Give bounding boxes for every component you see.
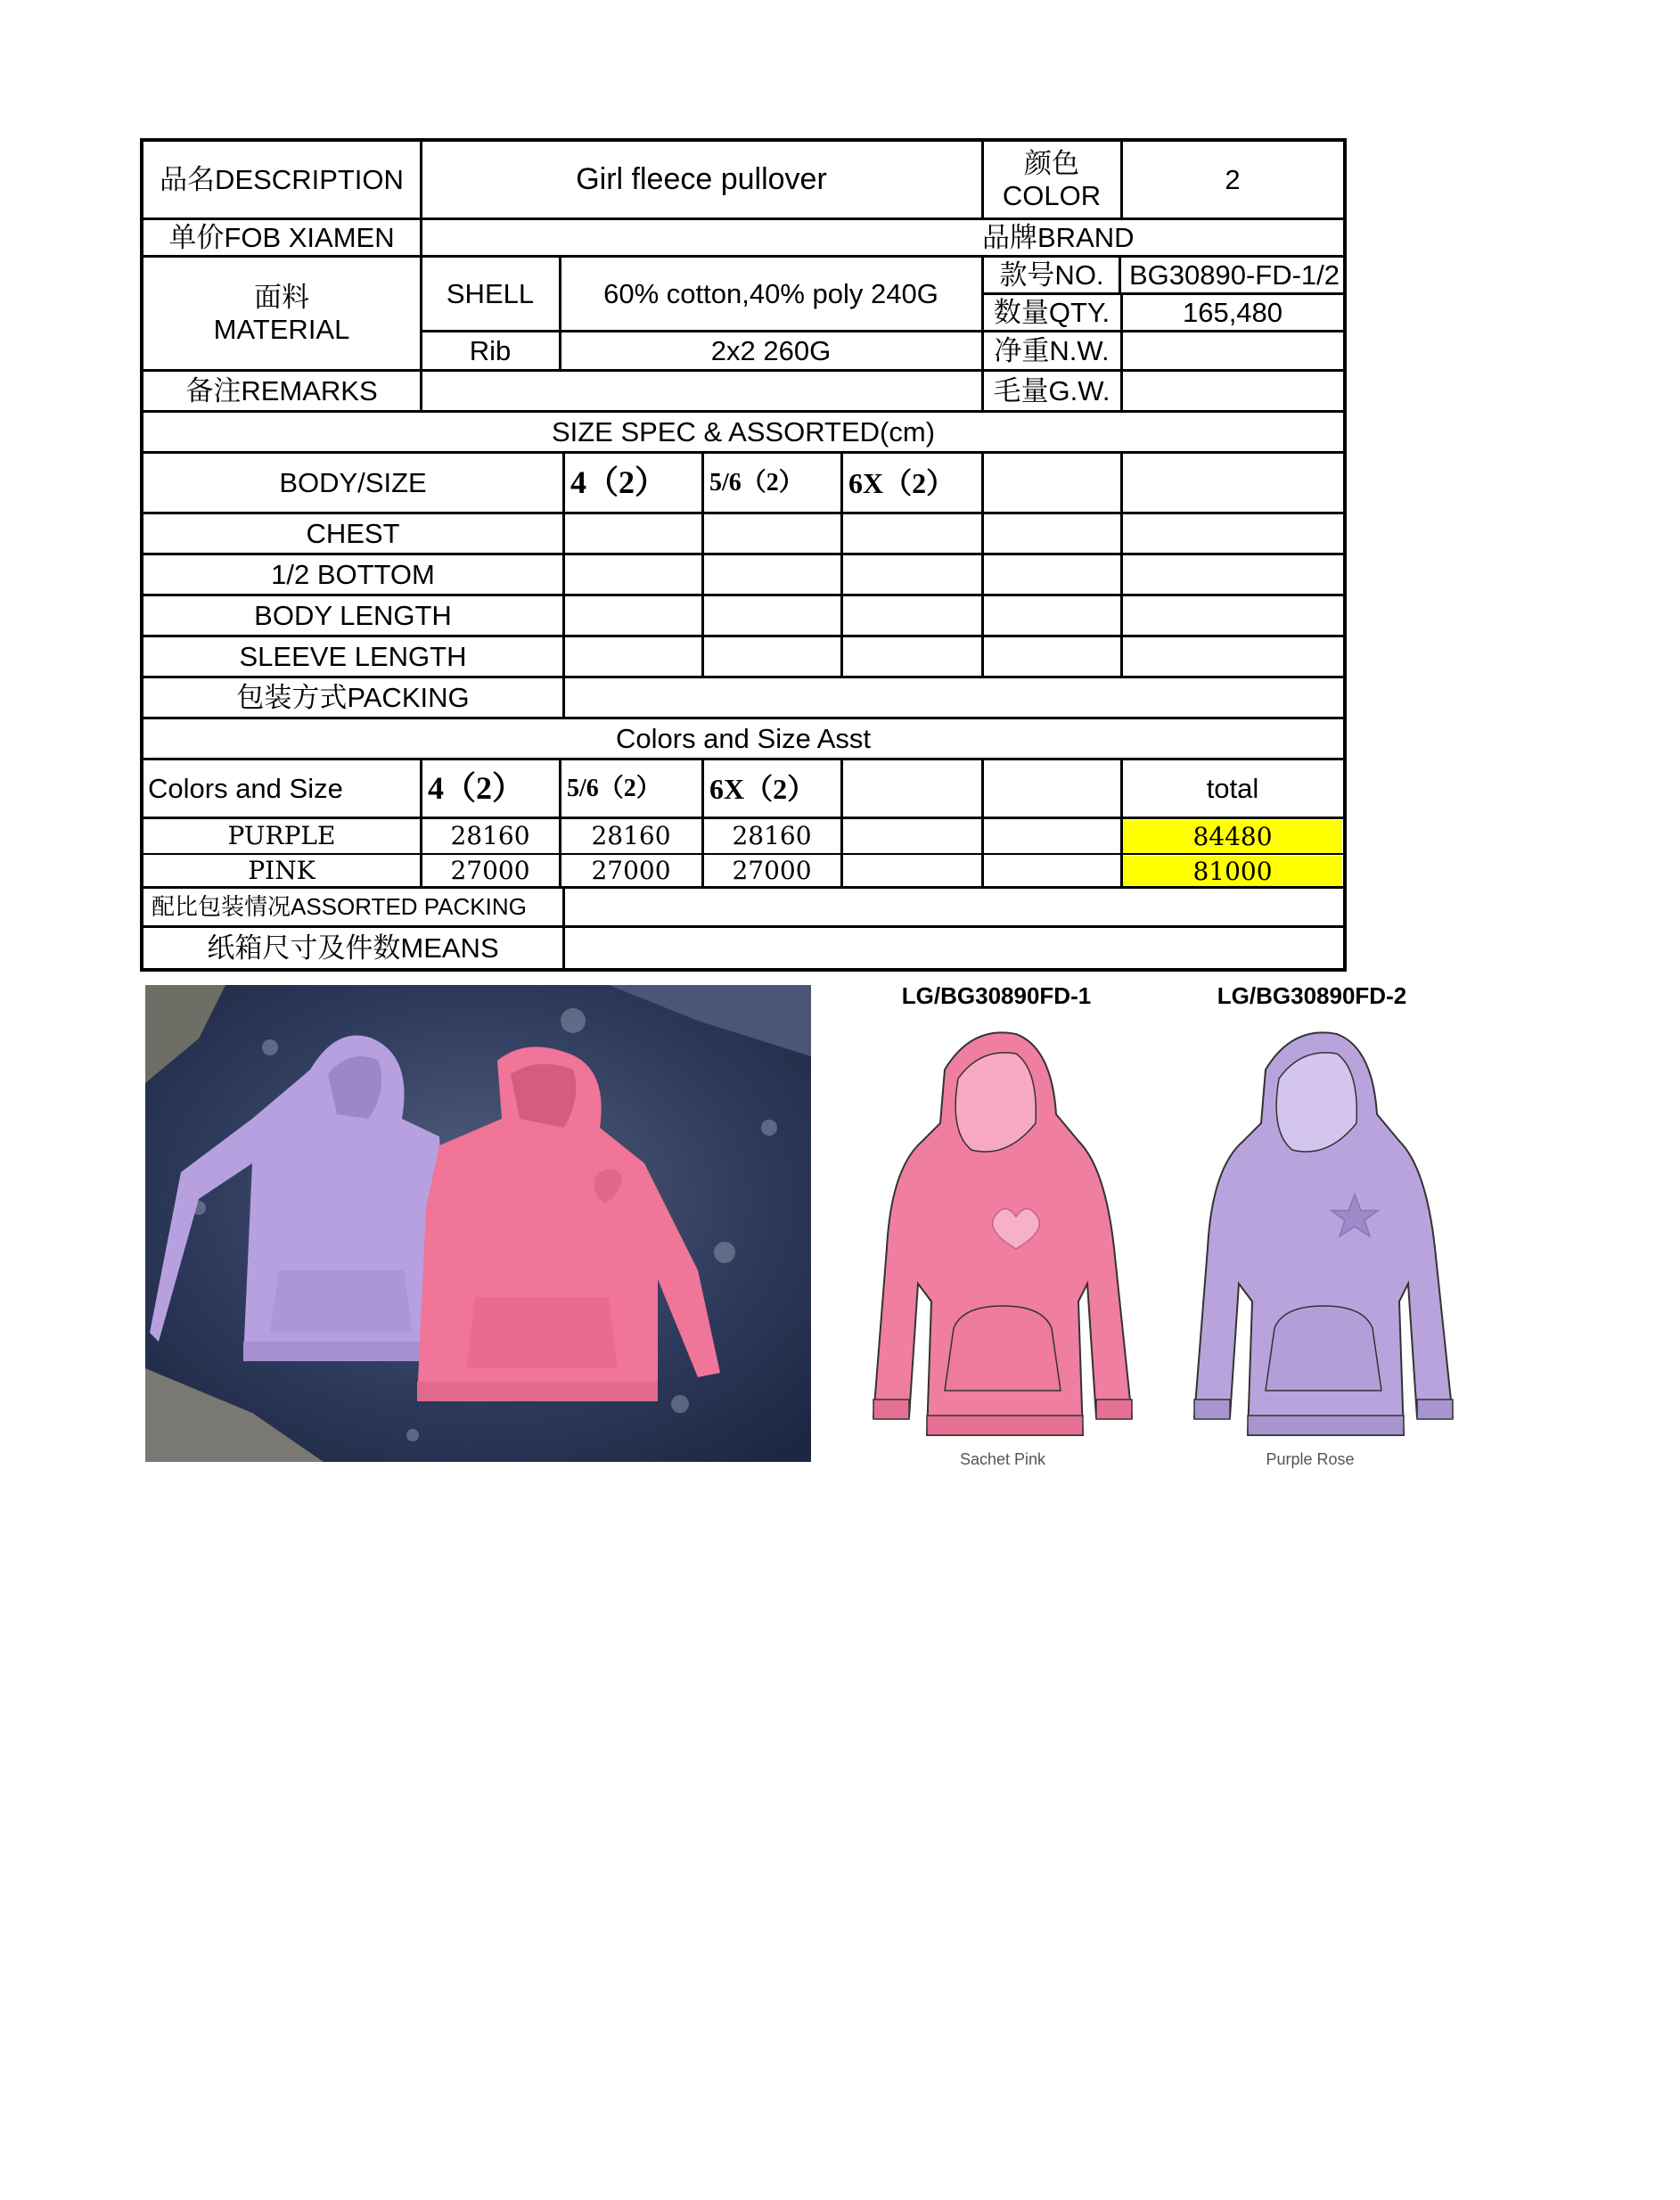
product-photo	[145, 985, 811, 1462]
sketch-style-1-label: LG/BG30890FD-1	[901, 982, 1092, 1009]
sketch-caption-1: Sachet Pink	[959, 1450, 1046, 1468]
assortment-title: Colors and Size Asst	[615, 723, 872, 755]
asst-header-4: 4（2）	[428, 770, 525, 807]
style-no-value: BG30890-FD-1/2	[1128, 259, 1340, 291]
colors-size-label: Colors and Size	[148, 773, 343, 805]
spec-row-bottom: 1/2 BOTTOM	[271, 559, 435, 591]
description-label: 品名DESCRIPTION	[160, 164, 404, 196]
material-label-en: MATERIAL	[213, 314, 350, 345]
qty-value: 165,480	[1182, 297, 1283, 329]
size-spec-title: SIZE SPEC & ASSORTED(cm)	[551, 416, 936, 448]
assorted-packing-label: 配比包装情况ASSORTED PACKING	[152, 893, 527, 921]
shell-value: 60% cotton,40% poly 240G	[603, 278, 938, 310]
material-label-cn: 面料	[254, 282, 309, 314]
color-label	[982, 141, 1121, 219]
shell-label: SHELL	[446, 278, 535, 310]
fob-label: 单价FOB XIAMEN	[168, 222, 395, 254]
spec-row-sleeve-length: SLEEVE LENGTH	[239, 641, 467, 673]
row-pink-total: 81000	[1123, 856, 1342, 888]
asst-header-5-6: 5/6（2）	[567, 774, 661, 802]
row-pink-qty-6x: 27000	[732, 855, 812, 885]
sketch-purple-hoodie	[1150, 1016, 1479, 1462]
brand-label: 品牌BRAND	[982, 222, 1135, 254]
rib-label: Rib	[469, 335, 512, 367]
purple-hoodie-sketch-icon	[1150, 1016, 1479, 1462]
size-spec-header-4: 4（2）	[570, 464, 668, 501]
size-spec-header-6x: 6X（2）	[848, 466, 955, 499]
size-spec-header-5-6: 5/6（2）	[709, 468, 804, 497]
gw-label: 毛量G.W.	[993, 375, 1110, 407]
color-label-cn: 颜色	[1024, 148, 1079, 180]
row-purple-qty-4: 28160	[450, 820, 530, 850]
rib-value: 2x2 260G	[710, 335, 832, 367]
sketch-style-2-label: LG/BG30890FD-2	[1217, 982, 1407, 1009]
row-pink-qty-5-6: 27000	[591, 855, 671, 885]
row-pink-qty-4: 27000	[450, 855, 530, 885]
sketch-caption-2: Purple Rose	[1266, 1450, 1355, 1468]
spec-row-chest: CHEST	[306, 518, 400, 550]
asst-header-6x: 6X（2）	[709, 772, 816, 805]
spec-row-body-length: BODY LENGTH	[254, 600, 452, 632]
material-label	[143, 257, 421, 371]
sketch-pink-hoodie	[838, 1016, 1150, 1462]
total-label: total	[1206, 773, 1259, 805]
style-no-label: 款号NO.	[999, 259, 1104, 291]
remarks-label: 备注REMARKS	[185, 375, 378, 407]
row-purple-qty-5-6: 28160	[591, 820, 671, 850]
carton-label: 纸箱尺寸及件数MEANS	[207, 932, 499, 965]
body-size-label: BODY/SIZE	[279, 467, 427, 499]
nw-label: 净重N.W.	[994, 335, 1110, 367]
qty-label: 数量QTY.	[993, 297, 1110, 329]
row-purple-total: 84480	[1123, 820, 1342, 854]
color-label-en: COLOR	[1002, 180, 1102, 211]
description-value: Girl fleece pullover	[576, 162, 827, 197]
row-purple-color: PURPLE	[227, 820, 336, 850]
row-purple-qty-6x: 28160	[732, 820, 812, 850]
packing-label: 包装方式PACKING	[236, 682, 470, 714]
row-pink-color: PINK	[248, 855, 316, 885]
color-value: 2	[1225, 164, 1241, 196]
pink-hoodie-sketch-icon	[838, 1016, 1150, 1462]
hoodies-photo-illustration	[145, 985, 811, 1462]
